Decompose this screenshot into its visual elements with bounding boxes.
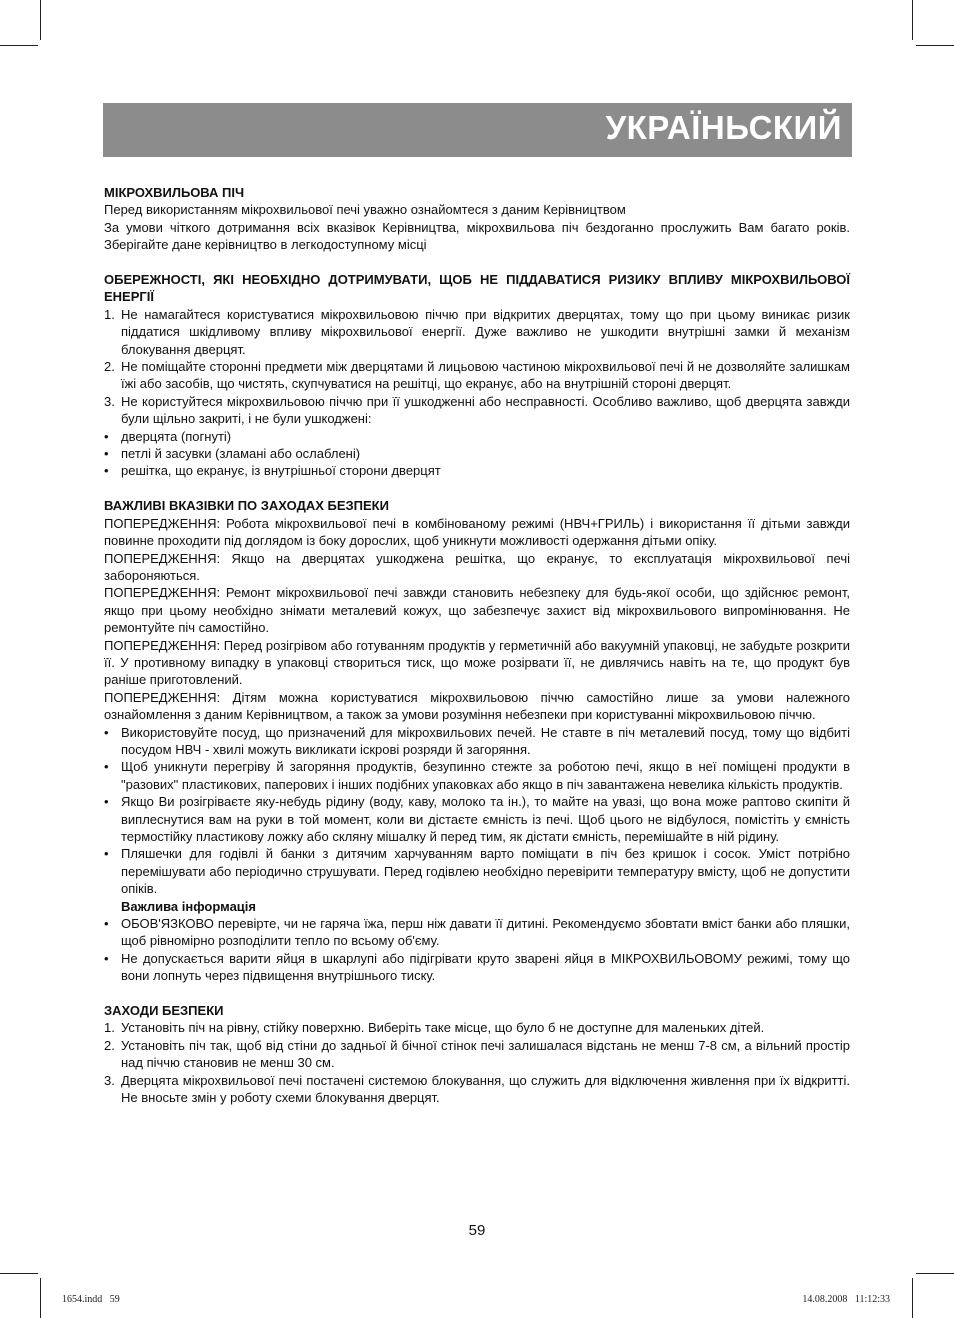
bullet-icon: • <box>104 759 109 775</box>
item-text: решітка, що екранує, із внутрішньої сторони дверцят <box>121 463 441 479</box>
section-safety-measures <box>104 1002 850 1106</box>
section-safety-instructions <box>104 497 850 984</box>
item-number: 3. <box>104 393 115 409</box>
language-banner <box>103 103 852 157</box>
bullet-icon: • <box>104 463 109 479</box>
warning-paragraph: ПОПЕРЕДЖЕННЯ: Робота мікрохвильової печі в комбінованому режимі (НВЧ+ГРИЛЬ) і використання її дітьми завжди повинне проходити під доглядом із боку дорослих, щоб уникнути можливості одержання дітьми опіку. <box>104 515 850 549</box>
bullet-icon: • <box>104 724 109 740</box>
page-title: УКРАЇНЬСКИЙ <box>605 109 842 146</box>
item-number: 1. <box>104 1020 115 1036</box>
item-text: петлі й засувки (зламані або ослаблені) <box>121 446 361 462</box>
crop-mark <box>0 45 38 46</box>
numbered-item <box>104 358 850 393</box>
crop-mark <box>912 1278 913 1318</box>
numbered-item <box>104 1037 850 1072</box>
section-heading: ЗАХОДИ БЕЗПЕКИ <box>104 1003 224 1019</box>
footer-timestamp: 14.08.2008 11:12:33 <box>802 1294 890 1305</box>
item-number: 1. <box>104 306 115 322</box>
bullet-icon: • <box>104 950 109 966</box>
bullet-item <box>104 724 850 759</box>
bullet-item <box>104 428 850 445</box>
item-text: Щоб уникнути перегріву й загоряння продуктів, безупинно стежте за роботою печі, якщо в неї поміщені продукти в "разових" пластикових, паперових і інших подібних упаковках або якщо в піч завантажена невелика кількість продуктів. <box>121 759 850 792</box>
warning-paragraph: ПОПЕРЕДЖЕННЯ: Перед розігрівом або готуванням продуктів у герметичній або вакуумній упаковці, не забудьте розкрити її. У противному випадку в упаковці створиться тиск, що може розірвати її, не дивлячись навіть на те, що продукт був раніше приготовлений. <box>104 637 850 688</box>
item-text: Установіть піч на рівну, стійку поверхню. Виберіть таке місце, що було б не доступне для маленьких дітей. <box>121 1020 765 1036</box>
section-heading: МІКРОХВИЛЬОВА ПІЧ <box>104 185 245 200</box>
paragraph: Перед використанням мікрохвильової печі уважно ознайомтеся з даним Керівництвом <box>104 202 626 218</box>
bullet-item <box>104 793 850 845</box>
item-text: Не намагайтеся користуватися мікрохвильовою піччю при відкритих дверцятах, тому що при цьому виникає ризик піддатися шкідливому впливу мікрохвильової енергії. Дуже важливо не ушкодити внутрішні замки й механізм блокування дверцят. <box>121 306 850 357</box>
section-precautions <box>104 271 850 480</box>
section-heading: ВАЖЛИВІ ВКАЗІВКИ ПО ЗАХОДАХ БЕЗПЕКИ <box>104 498 389 514</box>
item-text: Пляшечки для годівлі й банки з дитячим харчуванням варто поміщати в піч без кришок і сосок. Уміст потрібно перемішувати або періодично струшувати. Перед годівлею необхідно перевірити температуру вмісту, щоб не допустити опіків. <box>121 846 850 897</box>
bullet-icon: • <box>104 446 109 462</box>
document-body <box>104 184 850 1124</box>
crop-mark <box>912 0 913 40</box>
bullet-item <box>104 915 850 950</box>
section-microwave <box>104 184 850 254</box>
item-text: Не допускається варити яйця в шкарлупі або підігрівати круто зварені яйця в МІКРОХВИЛЬОВОМУ режимі, тому що вони лопнуть через підвищення внутрішнього тиску. <box>121 950 850 984</box>
item-text: Не поміщайте сторонні предмети між дверцятами й лицьовою частиною мікрохвильової печі й не дозволяйте залишкам їжі або засобів, що чистять, скупчуватися на решітці, що екранує, або на внутрішній стороні дверцят. <box>121 359 850 392</box>
bullet-item <box>104 462 850 479</box>
crop-mark <box>916 1273 954 1274</box>
item-number: 2. <box>104 1037 115 1053</box>
bullet-item <box>104 950 850 985</box>
numbered-item <box>104 1072 850 1107</box>
paragraph: За умови чіткого дотримання всіх вказівок Керівництва, мікрохвильова піч бездоганно прослужить Вам багато років. Зберігайте дане керівництво в легкодоступному місці <box>104 219 850 253</box>
crop-mark <box>40 0 41 40</box>
numbered-item <box>104 1019 850 1036</box>
item-text: дверцята (погнуті) <box>121 428 232 444</box>
crop-mark <box>40 1278 41 1318</box>
item-text: Не користуйтеся мікрохвильовою піччю при її ушкодженні або несправності. Особливо важливо, щоб дверцята завжди були щільно закриті, і не були ушкоджені: <box>121 393 850 427</box>
bullet-icon: • <box>104 846 109 862</box>
item-text: Установіть піч так, щоб від стіни до задньої й бічної стінок печі залишалася відстань не менш 7-8 см, а вільний простір над піччю становив не менш 30 см. <box>121 1037 850 1071</box>
bullet-icon: • <box>104 794 109 810</box>
numbered-item <box>104 306 850 358</box>
warning-paragraph: ПОПЕРЕДЖЕННЯ: Ремонт мікрохвильової печі завжди становить небезпеку для будь-якої особи, що здійснює ремонт, якщо при цьому необхідно знімати металевий кожух, що забезпечує захист від мікрохвильового випромінювання. Не ремонтуйте піч самостійно. <box>104 585 850 636</box>
bullet-icon: • <box>104 428 109 444</box>
item-text: Використовуйте посуд, що призначений для мікрохвильових печей. Не ставте в піч металевий посуд, тому що відбиті посудом НВЧ - хвилі можуть викликати іскрові розряди й загоряння. <box>121 724 850 757</box>
page-number: 59 <box>468 1222 486 1239</box>
bullet-item <box>104 445 850 462</box>
section-heading: ОБЕРЕЖНОСТІ, ЯКІ НЕОБХІДНО ДОТРИМУВАТИ, ЩОБ НЕ ПІДДАВАТИСЯ РИЗИКУ ВПЛИВУ МІКРОХВИЛЬОВОЇ ЕНЕРГІЇ <box>104 272 850 305</box>
numbered-item <box>104 393 850 428</box>
item-number: 2. <box>104 359 115 375</box>
warning-paragraph: ПОПЕРЕДЖЕННЯ: Дітям можна користуватися мікрохвильовою піччю самостійно лише за умови належного ознайомлення з даним Керівництвом, а також за умови розуміння небезпеки при користуванні мікрохвильовою піччю. <box>104 689 850 723</box>
item-number: 3. <box>104 1072 115 1088</box>
crop-mark <box>0 1273 38 1274</box>
bullet-item <box>104 758 850 793</box>
item-text: ОБОВ'ЯЗКОВО перевірте, чи не гаряча їжа, перш ніж давати її дитині. Рекомендуємо збовтати вміст банки або пляшки, щоб рівномірно розподілити тепло по всьому об'єму. <box>121 916 850 949</box>
warning-paragraph: ПОПЕРЕДЖЕННЯ: Якщо на дверцятах ушкоджена решітка, що екранує, то експлуатація мікрохвильової печі забороняються. <box>104 550 850 583</box>
crop-mark <box>916 45 954 46</box>
important-info-heading: Важлива інформація <box>121 898 256 914</box>
bullet-item <box>104 845 850 897</box>
bullet-icon: • <box>104 916 109 932</box>
footer-file-info: 1654.indd 59 <box>62 1294 120 1305</box>
item-text: Дверцята мікрохвильової печі постачені системою блокування, що служить для відключення живлення при їх відкритті. Не вносьте змін у роботу схеми блокування дверцят. <box>121 1072 850 1106</box>
item-text: Якщо Ви розігріваєте яку-небудь рідину (воду, каву, молоко та ін.), то майте на увазі, що вона може раптово скипіти й виплеснутися вам на руки в той момент, коли ви дістаєте ємність із печі. Щоб цього не відбулося, помістіть у ємність термостійку пластикову ложку або скляну мішалку й перед тим, як дістати ємність, перемішайте в ній рідину. <box>121 794 850 844</box>
